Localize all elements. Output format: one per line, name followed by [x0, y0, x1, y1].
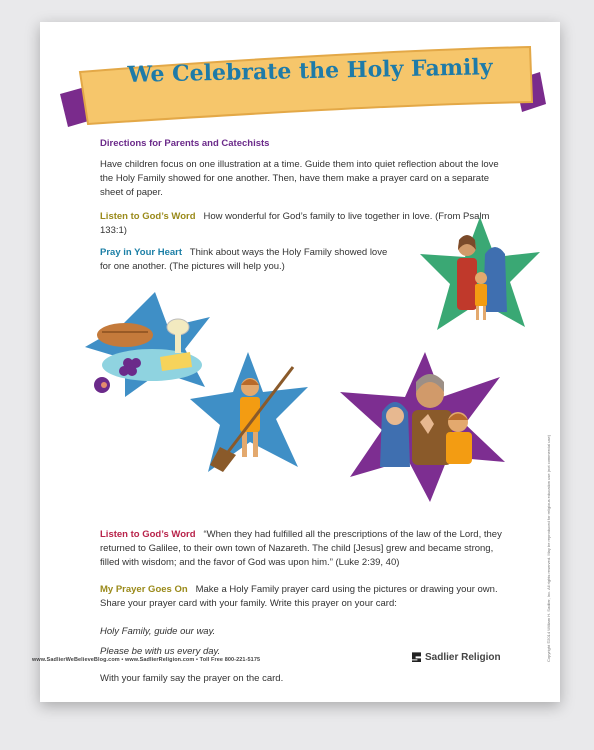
child-head	[475, 272, 487, 284]
listen-label-2: Listen to God’s Word	[100, 529, 196, 540]
child-tunic	[475, 284, 487, 306]
pray-section	[100, 246, 400, 274]
footer-links: www.SadlierWeBelieveBlog.com • www.SadlierReligion.com • Toll Free 800-221-5175	[32, 657, 261, 663]
listen-section-2	[100, 528, 510, 570]
cup	[167, 319, 189, 335]
joseph-robe	[457, 258, 477, 310]
prayer-goes-on-text: Make a Holy Family prayer card using the pictures or drawing your own. Share your prayer card with your family. Write this prayer on your card:	[100, 584, 498, 609]
listen-text-1: How wonderful for God’s family to live together in love. (From Psalm 133:1)	[100, 211, 490, 236]
listen-text-2: “When they had fulfilled all the prescriptions of the law of the Lord, they returned to Galilee, to their own town of Nazareth. The child [Jesus] grew and became strong, filled with wisdom; and the favor of God was upon him.” (Luke 2:39, 40)	[100, 529, 502, 568]
prayer-goes-on-label: My Prayer Goes On	[100, 584, 188, 595]
bread-loaf	[97, 323, 153, 347]
son-tunic	[446, 432, 472, 464]
listen-label-1: Listen to God’s Word	[100, 211, 196, 222]
page-title: We Celebrate the Holy Family	[127, 54, 493, 88]
pray-label: Pray in Your Heart	[100, 247, 183, 258]
directions-heading: Directions for Parents and Catechists	[100, 138, 270, 149]
family-praying-illustration	[340, 352, 510, 502]
prayer-goes-on-section	[100, 583, 510, 611]
mother-head	[386, 407, 404, 425]
sadlier-logo-icon	[412, 652, 421, 662]
sadlier-logo	[412, 652, 501, 663]
pray-text: Think about ways the Holy Family showed love for one another. (The pictures will help you.)	[100, 247, 388, 272]
prayer-line-1: Holy Family, guide our way.	[100, 626, 216, 637]
prayer-line-2: Please be with us every day.	[100, 646, 221, 657]
holy-family-illustration	[415, 212, 545, 352]
boy-sweeping-illustration	[188, 347, 318, 482]
logo-text: Sadlier Religion	[425, 652, 501, 663]
copyright-notice: Copyright ©2014 William H. Sadlier, Inc. All rights reserved. May be reproduced for religious education use (not commercial use)	[546, 434, 551, 662]
intro-paragraph: Have children focus on one illustration at a time. Guide them into quiet reflection about the love the Holy Family showed for one another. Then, have them make a prayer card on a separate sheet of paper.	[100, 159, 499, 198]
closing-instruction: With your family say the prayer on the card.	[100, 673, 284, 684]
worksheet-page	[40, 22, 560, 702]
